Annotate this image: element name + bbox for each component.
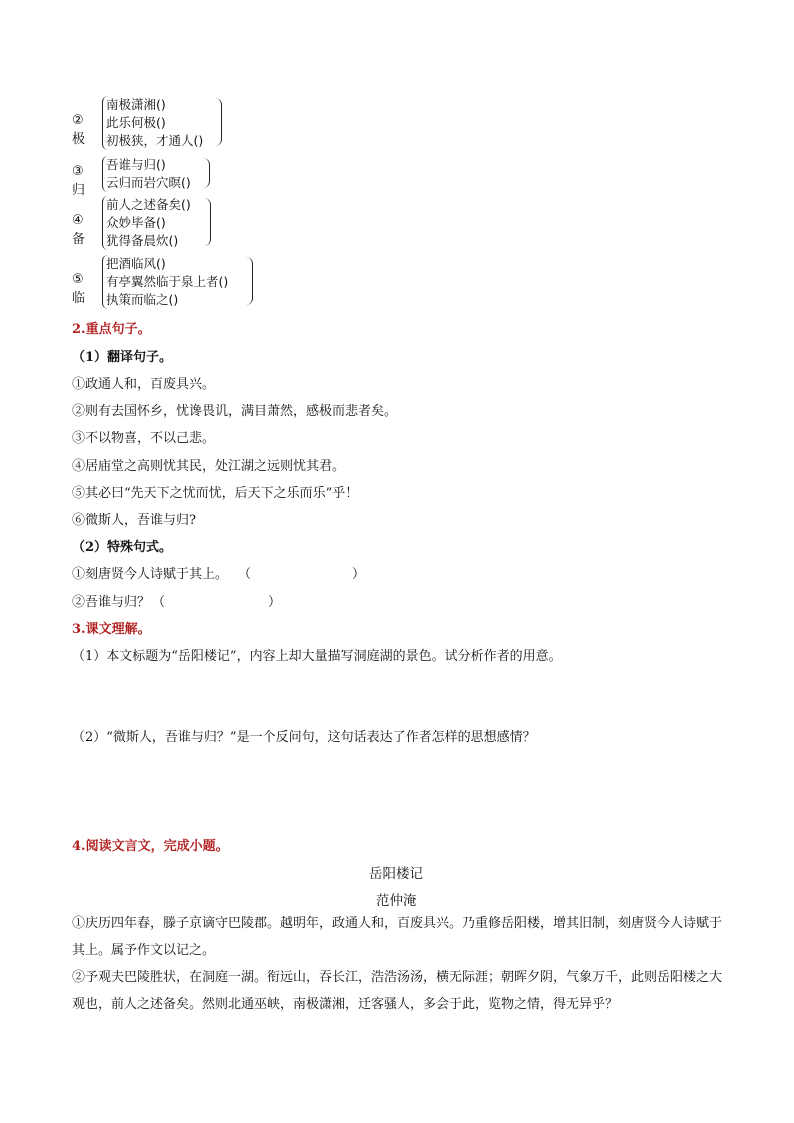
- vocab-item: 把酒临风(): [106, 256, 166, 271]
- section3-heading: 3.课文理解。: [72, 622, 151, 637]
- answer-blank-close: ）: [352, 567, 366, 582]
- sentence-6: ⑥微斯人，吾谁与归?: [72, 513, 196, 528]
- special-sentence-2: ②吾谁与归？: [72, 595, 151, 610]
- vocab-item: 南极潇湘(): [106, 97, 166, 112]
- answer-blank-open: （: [238, 567, 252, 582]
- vocab-item: 犹得备晨炊(): [106, 233, 179, 248]
- passage-author: 范仲淹: [376, 893, 417, 909]
- vocab-items: [102, 255, 228, 309]
- right-brace: [204, 198, 211, 246]
- vocab-item: 云归而岩穴暝(): [106, 175, 191, 190]
- passage-body: [72, 910, 722, 1018]
- vocab-item: 前人之述备矣(): [106, 197, 191, 212]
- right-brace: [246, 257, 253, 305]
- vocab-item: 此乐何极(): [106, 115, 166, 130]
- sentence-3: ③不以物喜，不以己悲。: [72, 431, 216, 446]
- vocab-label: ③归: [72, 164, 86, 198]
- right-brace: [215, 98, 222, 146]
- vocab-item: 众妙毕备(): [106, 215, 166, 230]
- vocab-items: [102, 196, 191, 250]
- passage-title: 岳阳楼记: [369, 866, 423, 882]
- special-sentence-1: ①刻唐贤今人诗赋于其上。: [72, 567, 229, 582]
- sentence-5: ⑤其必曰“先天下之忧而忧，后天下之乐而乐”乎！: [72, 486, 359, 501]
- right-brace: [203, 158, 210, 188]
- vocab-items: [102, 156, 191, 192]
- question-2: （2）“微斯人，吾谁与归？”是一个反问句，这句话表达了作者怎样的思想感情？: [72, 730, 536, 745]
- vocab-items: [102, 96, 203, 150]
- section2-sub1: （1）翻译句子。: [72, 350, 173, 365]
- vocab-label: ②极: [72, 113, 86, 147]
- answer-blank-open: （: [152, 595, 166, 610]
- sentence-4: ④居庙堂之高则忧其民，处江湖之远则忧其君。: [72, 459, 346, 474]
- question-1: （1）本文标题为“岳阳楼记”，内容上却大量描写洞庭湖的景色。试分析作者的用意。: [72, 649, 562, 664]
- vocab-item: 执策而临之(): [106, 292, 179, 307]
- vocab-item: 吾谁与归(): [106, 157, 166, 172]
- section2-heading: 2.重点句子。: [72, 322, 151, 337]
- section4-heading: 4.阅读文言文，完成小题。: [72, 839, 229, 854]
- section2-sub2: （2）特殊句式。: [72, 540, 173, 555]
- vocab-item: 有亭翼然临于泉上者(): [106, 274, 229, 289]
- passage-paragraph-2: ②予观夫巴陵胜状，在洞庭一湖。衔远山，吞长江，浩浩汤汤，横无际涯；朝晖夕阴，气象万千，此则岳阳楼之大观也，前人之述备矣。然则北通巫峡，南极潇湘，迁客骚人，多会于此，览物之情，得无异乎？: [72, 970, 723, 1012]
- vocab-label: ④备: [72, 213, 86, 247]
- passage-paragraph-1: ①庆历四年春，滕子京谪守巴陵郡。越明年，政通人和，百废具兴。乃重修岳阳楼，增其旧制，刻唐贤今人诗赋于其上。属予作文以记之。: [72, 916, 723, 958]
- answer-blank-close: ）: [268, 595, 282, 610]
- sentence-1: ①政通人和，百废具兴。: [72, 377, 216, 392]
- vocab-label: ⑤临: [72, 272, 86, 306]
- sentence-2: ②则有去国怀乡，忧谗畏讥，满目萧然，感极而悲者矣。: [72, 404, 398, 419]
- vocab-item: 初极狭，才通人(): [106, 133, 204, 148]
